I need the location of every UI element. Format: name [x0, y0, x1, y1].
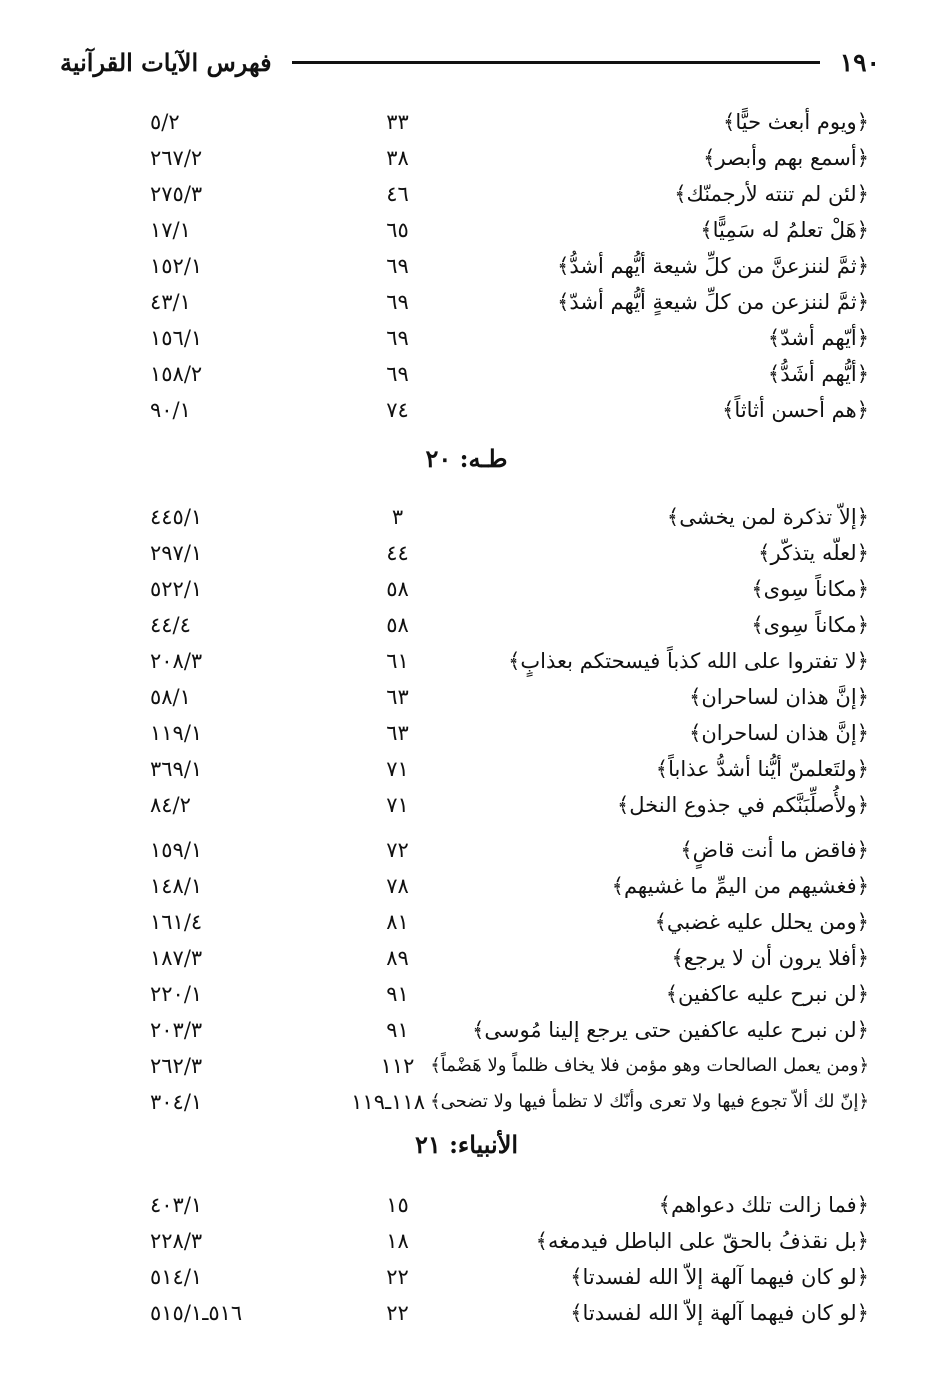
volume-page-reference: ٤٣/١: [150, 290, 191, 314]
ayah-number: ٦٣: [386, 685, 409, 709]
index-row: [0, 976, 933, 1012]
volume-page-reference: ٤٤/٤: [150, 613, 191, 637]
ayah-number: ٧٢: [386, 838, 409, 862]
verse-text: ﴿لئن لم تنته لأرجمنّك﴾: [674, 182, 869, 206]
volume-page-reference: ٣٠٤/١: [150, 1090, 203, 1114]
verse-text: ﴿أيُّهم أشَدُّ﴾: [767, 362, 869, 386]
index-row: [0, 320, 933, 356]
volume-page-reference: ٥١٤/١: [150, 1265, 203, 1289]
verse-text: ﴿أيّهم أشدّ﴾: [767, 326, 869, 350]
index-row: [0, 140, 933, 176]
surah-heading: طـه: ٢٠: [425, 444, 508, 473]
index-row: [0, 679, 933, 715]
ayah-number: ٧٨: [386, 874, 409, 898]
volume-page-reference: ٩٠/١: [150, 398, 191, 422]
index-row: [0, 1223, 933, 1259]
ayah-number: ٢٢: [386, 1265, 409, 1289]
index-row: [0, 607, 933, 643]
verse-text: ﴿فما زالت تلك دعواهم﴾: [658, 1193, 869, 1217]
verse-text: ﴿فغشيهم من اليمِّ ما غشيهم﴾: [611, 874, 869, 898]
ayah-number: ١٥: [386, 1193, 409, 1217]
ayah-number: ٥٨: [386, 577, 409, 601]
index-row: [0, 535, 933, 571]
volume-page-reference: ٢٠٨/٣: [150, 649, 203, 673]
verse-text: ﴿إلاّ تذكرة لمن يخشى﴾: [666, 505, 869, 529]
index-row: [0, 715, 933, 751]
ayah-number: ١١٢: [380, 1054, 415, 1078]
volume-page-reference: ٢٢٨/٣: [150, 1229, 203, 1253]
header-rule: [292, 61, 820, 64]
ayah-number: ٣٨: [386, 146, 409, 170]
index-row: [0, 832, 933, 868]
index-row: [0, 643, 933, 679]
ayah-number: ٦٥: [386, 218, 409, 242]
ayah-number: ٩١: [386, 982, 409, 1006]
ayah-number: ٥٨: [386, 613, 409, 637]
volume-page-reference: ٢٢٠/١: [150, 982, 203, 1006]
page-number: ١٩٠: [839, 47, 880, 77]
ayah-number: ٨٩: [386, 946, 409, 970]
volume-page-reference: ٥٢٢/١: [150, 577, 203, 601]
verse-text: ﴿لن نبرح عليه عاكفين حتى يرجع إلينا مُوسى﴾: [472, 1018, 869, 1042]
volume-page-reference: ١١٩/١: [150, 721, 203, 745]
ayah-number: ٧١: [386, 793, 409, 817]
verse-text: ﴿مكاناً سِوى﴾: [751, 577, 869, 601]
volume-page-reference: ١٦١/٤: [150, 910, 203, 934]
ayah-number: ٦٩: [386, 290, 409, 314]
volume-page-reference: ٥/٢: [150, 110, 180, 134]
ayah-number: ٦٩: [386, 254, 409, 278]
index-row: [0, 1295, 933, 1331]
index-row: [0, 248, 933, 284]
verse-text: ﴿إنّ لك ألاّ تجوع فيها ولا تعرى وأنّك لا تظمأ فيها ولا تضحى﴾: [430, 1091, 869, 1112]
volume-page-reference: ٢٧٥/٣: [150, 182, 203, 206]
verse-text: ﴿لن نبرح عليه عاكفين﴾: [665, 982, 869, 1006]
ayah-number: ٤٤: [386, 541, 409, 565]
volume-page-reference: ٥٨/١: [150, 685, 191, 709]
volume-page-reference: ٢٩٧/١: [150, 541, 203, 565]
ayah-number: ١١٨ـ١١٩: [351, 1090, 425, 1114]
verse-text: ﴿إنَّ هذان لساحران﴾: [689, 685, 869, 709]
ayah-number: ٦٩: [386, 362, 409, 386]
volume-page-reference: ٢٠٣/٣: [150, 1018, 203, 1042]
ayah-number: ٩١: [386, 1018, 409, 1042]
index-row: [0, 751, 933, 787]
index-row: [0, 787, 933, 823]
index-row: [0, 356, 933, 392]
ayah-number: ٦٣: [386, 721, 409, 745]
verse-text: ﴿مكاناً سِوى﴾: [751, 613, 869, 637]
index-row: [0, 284, 933, 320]
ayah-number: ٢٢: [386, 1301, 409, 1325]
verse-text: ﴿إنَّ هذان لساحران﴾: [689, 721, 869, 745]
verse-text: ﴿لو كان فيهما آلهة إلاّ الله لفسدتا﴾: [570, 1301, 869, 1325]
verse-text: ﴿ومن يحلل عليه غضبي﴾: [654, 910, 869, 934]
volume-page-reference: ٢٦٧/٢: [150, 146, 203, 170]
volume-page-reference: ١٥٦/١: [150, 326, 203, 350]
index-row: [0, 1012, 933, 1048]
verse-text: ﴿لو كان فيهما آلهة إلاّ الله لفسدتا﴾: [570, 1265, 869, 1289]
ayah-number: ٦٩: [386, 326, 409, 350]
index-row: [0, 212, 933, 248]
verse-text: ﴿ويوم أبعث حيًّا﴾: [723, 110, 869, 134]
ayah-number: ١٨: [386, 1229, 409, 1253]
volume-page-reference: ٥١٦ـ٥١٥/١: [150, 1301, 243, 1325]
ayah-number: ٨١: [386, 910, 409, 934]
index-row: [0, 904, 933, 940]
verse-text: ﴿ثمَّ لننزعنَّ من كلِّ شيعة أيُّهم أشدُّ﴾: [557, 254, 869, 278]
ayah-number: ٣٣: [386, 110, 409, 134]
volume-page-reference: ٢٦٢/٣: [150, 1054, 203, 1078]
index-row: [0, 1084, 933, 1120]
index-row: [0, 571, 933, 607]
page-header: [60, 44, 880, 80]
index-row: [0, 104, 933, 140]
verse-text: ﴿لعلّه يتذكّر﴾: [758, 541, 869, 565]
verse-text: ﴿ولأُصلِّبَنَّكم في جذوع النخل﴾: [616, 793, 869, 817]
volume-page-reference: ٤٠٣/١: [150, 1193, 203, 1217]
volume-page-reference: ٨٤/٢: [150, 793, 191, 817]
index-row: [0, 1259, 933, 1295]
index-row: [0, 1048, 933, 1084]
verse-text: ﴿ثمَّ لننزعن من كلِّ شيعةٍ أيُّهم أشدّ﴾: [557, 290, 869, 314]
volume-page-reference: ١٧/١: [150, 218, 191, 242]
verse-text: ﴿ومن يعمل الصالحات وهو مؤمن فلا يخاف ظلماً ولا هَضْماً﴾: [430, 1055, 869, 1076]
verse-text: ﴿هَلْ تعلمُ له سَمِيًّا﴾: [700, 218, 869, 242]
index-row: [0, 940, 933, 976]
index-row: [0, 1187, 933, 1223]
verse-text: ﴿أسمع بهم وأبصر﴾: [703, 146, 869, 170]
volume-page-reference: ٣٦٩/١: [150, 757, 203, 781]
volume-page-reference: ١٨٧/٣: [150, 946, 203, 970]
volume-page-reference: ١٤٨/١: [150, 874, 203, 898]
ayah-number: ٤٦: [386, 182, 409, 206]
verse-text: ﴿بل نقذفُ بالحقّ على الباطل فيدمغه﴾: [535, 1229, 869, 1253]
page-title: فهرس الآيات القرآنية: [60, 47, 272, 77]
index-row: [0, 868, 933, 904]
volume-page-reference: ١٥٩/١: [150, 838, 203, 862]
volume-page-reference: ١٥٢/١: [150, 254, 203, 278]
verse-text: ﴿لا تفتروا على الله كذباً فيسحتكم بعذابٍ﴾: [508, 649, 869, 673]
volume-page-reference: ٤٤٥/١: [150, 505, 203, 529]
verse-text: ﴿ولتَعلمنّ أيُّنا أشدُّ عذاباً﴾: [655, 757, 869, 781]
index-row: [0, 499, 933, 535]
verse-text: ﴿هم أحسن أثاثاً﴾: [722, 398, 869, 422]
ayah-number: ٧٤: [386, 398, 409, 422]
ayah-number: ٣: [391, 505, 404, 529]
index-row: [0, 176, 933, 212]
verse-text: ﴿فاقض ما أنت قاضٍ﴾: [680, 838, 869, 862]
ayah-number: ٦١: [386, 649, 409, 673]
verse-text: ﴿أفلا يرون أن لا يرجع﴾: [671, 946, 869, 970]
index-row: [0, 392, 933, 428]
volume-page-reference: ١٥٨/٢: [150, 362, 203, 386]
ayah-number: ٧١: [386, 757, 409, 781]
surah-heading: الأنبياء: ٢١: [414, 1130, 519, 1159]
